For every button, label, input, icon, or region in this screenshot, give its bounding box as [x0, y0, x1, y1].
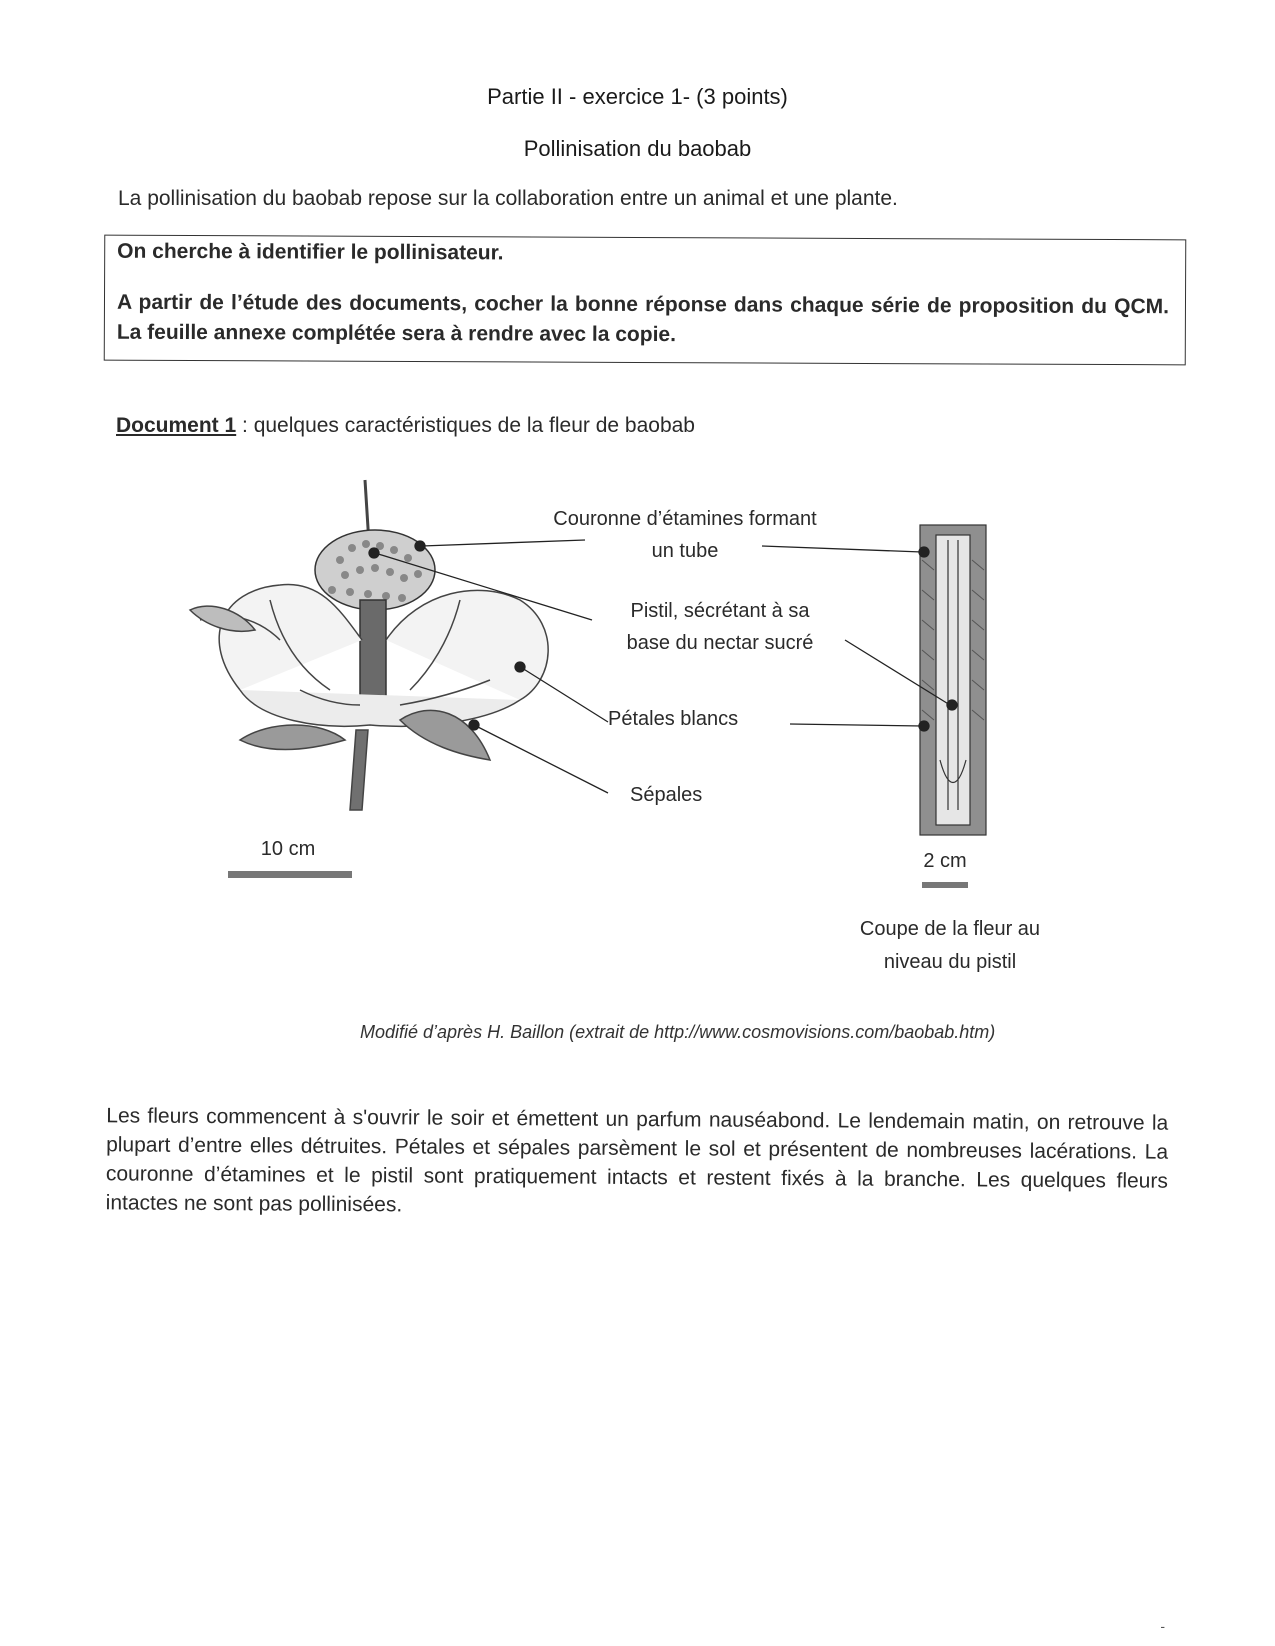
figure-source: Modifié d’après H. Baillon (extrait de http://www.cosmovisions.com/baobab.htm) — [360, 1022, 996, 1042]
document-1-label: Document 1 — [116, 414, 237, 437]
label-petales: Pétales blancs — [608, 708, 739, 730]
page-mark: - — [1160, 1618, 1165, 1634]
scale-label-flower: 10 cm — [260, 838, 316, 860]
label-sepales: Sépales — [630, 784, 703, 806]
label-couronne-line-1: Couronne d’étamines formant — [553, 508, 817, 530]
scale-bar-section — [922, 882, 968, 888]
instruction-line-2: A partir de l’étude des documents, cocher la bonne réponse dans chaque série de proposition du QCM. La feuille annexe complétée sera à rendre avec la copie. — [116, 290, 1170, 347]
document-1-caption: : quelques caractéristiques de la fleur de baobab — [236, 414, 695, 437]
flower-drawing — [190, 480, 548, 810]
intro-text: La pollinisation du baobab repose sur la collaboration entre un animal et une plante. — [118, 187, 898, 210]
section-caption-line-2: niveau du pistil — [883, 951, 1017, 973]
section-caption-line-1: Coupe de la fleur au — [859, 918, 1041, 940]
label-pistil-line-1: Pistil, sécrétant à sa — [630, 600, 810, 622]
cross-section-drawing — [920, 525, 986, 835]
label-couronne-line-2: un tube — [651, 540, 719, 562]
instruction-line-1: On cherche à identifier le pollinisateur. — [117, 239, 504, 265]
scale-label-section: 2 cm — [923, 850, 967, 872]
scale-bar-flower — [228, 871, 352, 878]
part-title: Partie II - exercice 1- (3 points) — [487, 84, 788, 109]
subject-title: Pollinisation du baobab — [523, 136, 752, 161]
body-paragraph: Les fleurs commencent à s'ouvrir le soir et émettent un parfum nauséabond. Le lendemain matin, on retrouve la plupart d’entre elles détruites. Pétales et sépales parsèment le sol et présentent de nombreuses lacérations. La couronne d’étamines et le pistil sont pratiquement intacts et restent fixés à la branche. Les quelques fleurs intactes ne sont pas pollinisées. — [105, 1104, 1169, 1217]
label-pistil-line-2: base du nectar sucré — [626, 632, 814, 654]
